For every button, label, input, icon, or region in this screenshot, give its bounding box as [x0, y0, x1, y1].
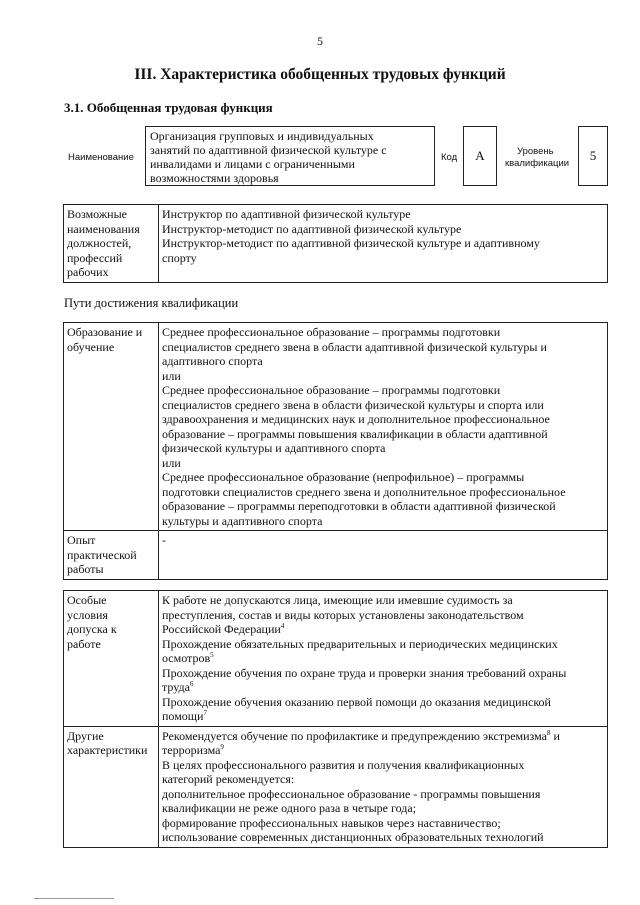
text: помощи: [162, 709, 204, 723]
value-line: дополнительное профессиональное образование - программы повышения: [162, 786, 541, 801]
label-line: профессий: [67, 250, 123, 265]
label-line: работе: [67, 636, 101, 651]
experience-label: [64, 531, 159, 580]
label-line: Опыт: [67, 533, 96, 547]
value-line: Среднее профессиональное образование (непрофильное) – программы: [162, 470, 525, 484]
value-line: образование – программы переподготовки в области адаптивной физической: [162, 499, 556, 513]
table-row: [64, 531, 608, 580]
value-line: физической культуры и адаптивного спорта: [162, 441, 386, 455]
value-line: [162, 743, 604, 758]
education-value: [159, 323, 608, 531]
function-name-line: инвалидами и лицами с ограниченными: [150, 157, 355, 171]
value-line: спорту: [162, 250, 197, 265]
positions-label: [64, 205, 159, 283]
positions-value: [159, 205, 608, 283]
label-line: наименования: [67, 221, 140, 236]
value-line: [162, 729, 604, 744]
label-line: практической: [67, 547, 137, 562]
text: осмотров: [162, 651, 211, 665]
table-row: [64, 205, 608, 283]
value-line: подготовки специалистов среднего звена и дополнительное профессиональное: [162, 484, 566, 499]
value-line: [162, 651, 604, 666]
value-line: здравоохранения и медицинских наук и дополнительное профессиональное: [162, 412, 550, 426]
admission-label: [64, 591, 159, 727]
value-line: Инструктор по адаптивной физической культуре: [162, 207, 411, 221]
value-line: [162, 709, 604, 724]
function-name-box: [145, 126, 435, 186]
page-number: 5: [317, 34, 323, 48]
value-line: К работе не допускаются лица, имеющие или имевшие судимость за: [162, 593, 513, 607]
conditions-table: [63, 590, 608, 848]
positions-table: [63, 204, 608, 283]
level-label-1: Уровень: [517, 146, 554, 157]
paths-title: Пути достижения квалификации: [64, 296, 239, 310]
value-line: категорий рекомендуется:: [162, 772, 295, 786]
section-title: III. Характеристика обобщенных трудовых функций: [134, 66, 506, 83]
value-line: Прохождение обучения по охране труда и проверки знания требований охраны: [162, 665, 567, 680]
label-line: должностей,: [67, 236, 132, 250]
education-label: [64, 323, 159, 531]
admission-value: [159, 591, 608, 727]
value-line: преступления, состав и виды которых установлены законодательством: [162, 607, 524, 622]
label-line: условия: [67, 607, 108, 622]
value-line: Прохождение обязательных предварительных и периодических медицинских: [162, 636, 558, 651]
label-line: Особые: [67, 593, 107, 607]
value-line: использование современных дистанционных образовательных технологий: [162, 830, 544, 844]
text: Рекомендуется обучение по профилактике и предупреждению экстремизма: [162, 728, 547, 743]
footnote-ref: 5: [210, 651, 214, 659]
value-line: [162, 622, 604, 637]
label-line: рабочих: [67, 265, 109, 279]
value-line: В целях профессионального развития и получения квалификационных: [162, 757, 525, 772]
text: труда: [162, 680, 190, 694]
value-line: адаптивного спорта: [162, 354, 263, 368]
label-line: обучение: [67, 339, 115, 354]
experience-value: -: [159, 531, 608, 580]
footnote-divider: [34, 898, 114, 899]
value-line: формирование профессиональных навыков через наставничество;: [162, 815, 501, 830]
value-line: культуры и адаптивного спорта: [162, 513, 323, 528]
text: терроризма: [162, 743, 221, 757]
value-line: Среднее профессиональное образование – программы подготовки: [162, 325, 501, 339]
other-label: [64, 726, 159, 847]
footnote-ref: 9: [220, 743, 224, 751]
label-line: допуска к: [67, 622, 117, 636]
value-line: образование – программы повышения квалификации в области адаптивной: [162, 426, 548, 441]
name-label: Наименование: [68, 152, 134, 163]
value-line: [162, 680, 604, 695]
function-name-line: возможностями здоровья: [150, 171, 279, 185]
label-line: работы: [67, 562, 104, 576]
text: и: [550, 728, 560, 743]
or-line: или: [162, 368, 181, 383]
value-line: Среднее профессиональное образование – программы подготовки: [162, 383, 501, 397]
function-name-line: Организация групповых и индивидуальных: [150, 129, 374, 143]
label-line: Возможные: [67, 207, 127, 221]
other-value: [159, 726, 608, 847]
text: Российской Федерации: [162, 622, 281, 636]
function-name-line: занятий по адаптивной физической культуре с: [150, 143, 387, 157]
code-value: А: [463, 126, 497, 186]
value-line: специалистов среднего звена в области физической культуры и спорта или: [162, 397, 544, 412]
level-label-2: квалификации: [505, 158, 570, 169]
value-line: Инструктор-методист по адаптивной физической культуре и адаптивному: [162, 236, 540, 250]
value-line: квалификации не реже одного раза в четыре года;: [162, 801, 417, 815]
education-table: [63, 322, 608, 580]
or-line: или: [162, 455, 181, 470]
value-line: специалистов среднего звена в области адаптивной физической культуры и: [162, 339, 547, 354]
table-row: [64, 591, 608, 727]
label-line: Образование и: [67, 325, 143, 339]
value-line: Инструктор-методист по адаптивной физической культуре: [162, 221, 462, 236]
table-row: [64, 726, 608, 847]
value-line: Прохождение обучения оказанию первой помощи до оказания медицинской: [162, 694, 551, 709]
label-line: характеристики: [67, 743, 148, 757]
footnote-ref: 7: [203, 709, 207, 717]
qualification-level-value: 5: [578, 126, 608, 186]
table-row: [64, 323, 608, 531]
code-label: Код: [441, 152, 458, 163]
footnote-ref: 4: [280, 622, 285, 630]
subsection-title: 3.1. Обобщенная трудовая функция: [64, 100, 273, 115]
footnote-ref: 8: [546, 728, 551, 737]
label-line: Другие: [67, 728, 104, 743]
footnote-ref: 6: [189, 680, 194, 688]
